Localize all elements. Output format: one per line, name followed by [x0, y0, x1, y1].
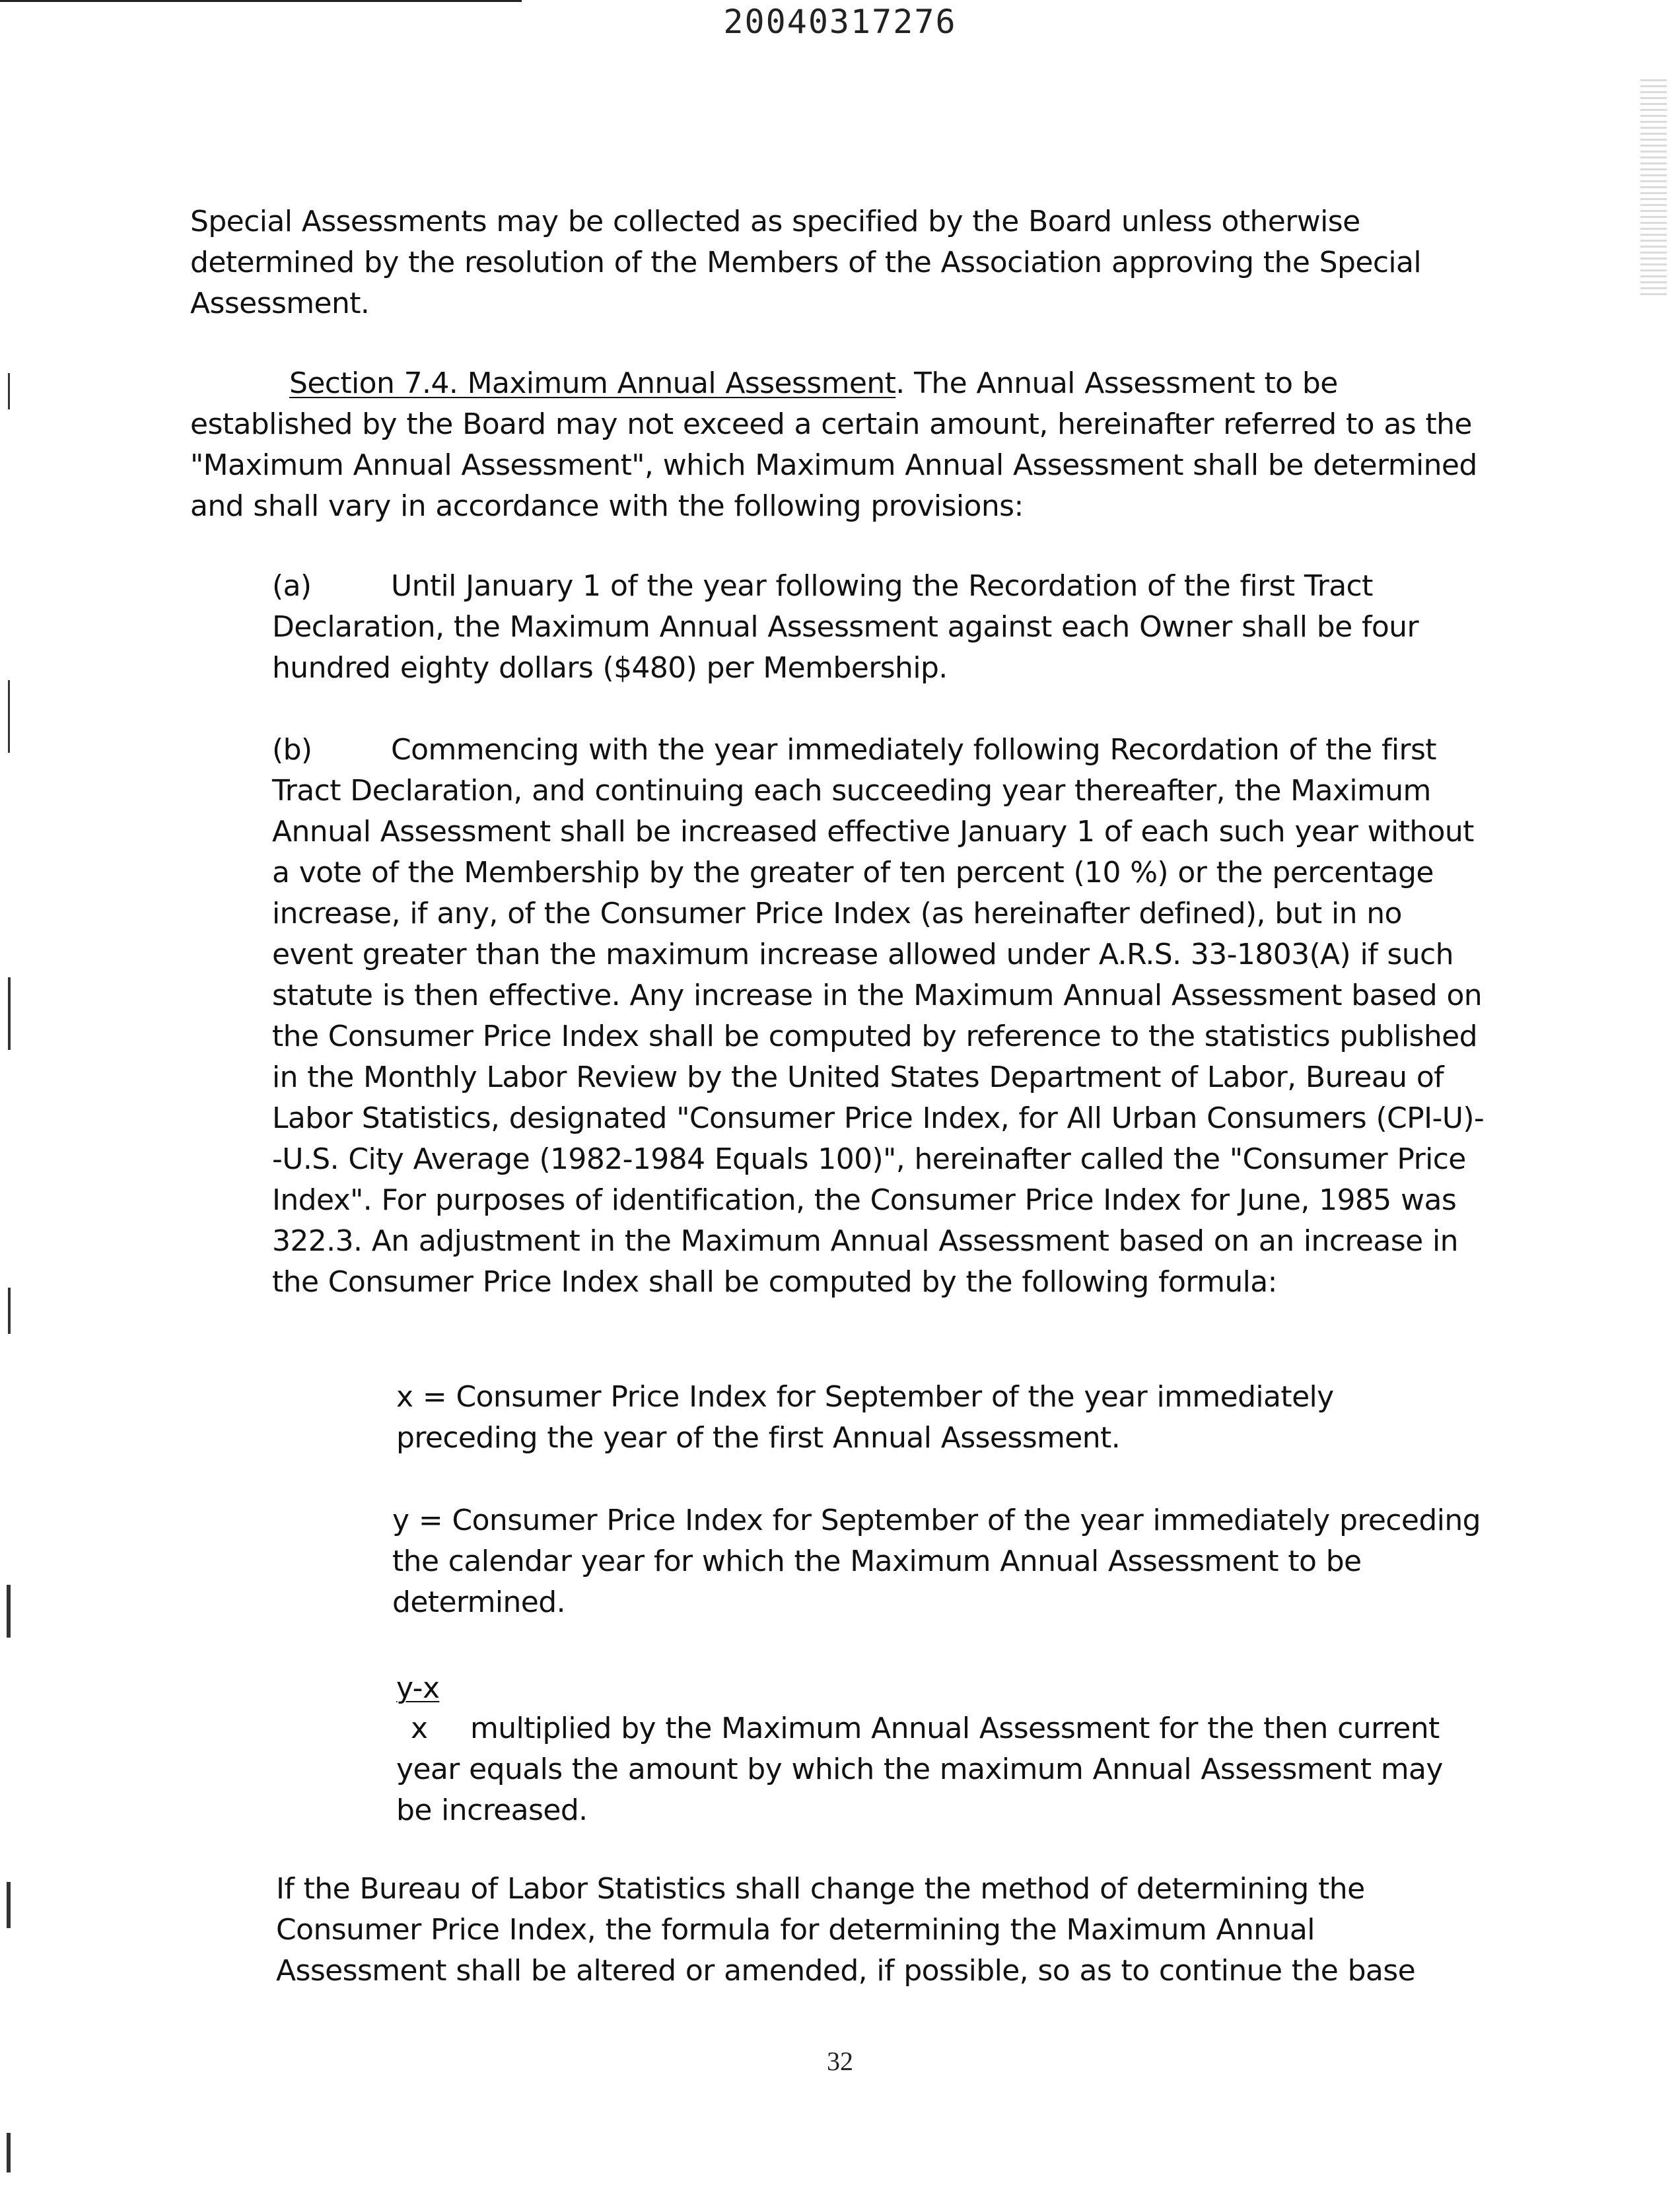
scan-artifact — [7, 1882, 11, 1928]
top-rule — [0, 0, 522, 2]
document-number: 20040317276 — [723, 3, 957, 41]
scan-artifact — [8, 1288, 11, 1334]
item-b-label: (b) — [272, 733, 312, 767]
formula-result-text: multiplied by the Maximum Annual Assessment for the then current year equals the amount by which the maximum Annual Assessment may be increased. — [396, 1712, 1443, 1827]
formula-numerator: y-x — [396, 1671, 440, 1705]
section-heading-period: . — [895, 366, 905, 400]
intro-paragraph: Special Assessments may be collected as specified by the Board unless otherwise determined by the resolution of the Members of the Association approving the Special Assessment. — [190, 205, 1422, 320]
closing-paragraph: If the Bureau of Labor Statistics shall change the method of determining the Consumer Price Index, the formula for determining the Maximum Annual Assessment shall be altered or amended, if possible, so as to continue the base — [276, 1872, 1416, 1988]
item-a-label: (a) — [272, 569, 312, 603]
formula-x-definition: x = Consumer Price Index for September of the year immediately preceding the year of the first Annual Assessment. — [396, 1380, 1334, 1455]
scan-artifact — [7, 2133, 11, 2172]
page-number: 32 — [827, 2046, 853, 2076]
scan-artifact — [8, 680, 10, 753]
section-body: The Annual Assessment to be established by the Board may not exceed a certain amount, hereinafter referred to as the "Maximum Annual Assessment", which Maximum Annual Assessment shall be determined and shall vary in accordance with the following provisions: — [190, 366, 1477, 523]
formula-y-definition: y = Consumer Price Index for September of the year immediately preceding the calendar year for which the Maximum Annual Assessment to be determined. — [392, 1504, 1481, 1619]
item-b-text: Commencing with the year immediately following Recordation of the first Tract Declaration, and continuing each succeeding year thereafter, the Maximum Annual Assessment shall be increased effective January 1 of each such year without a vote of the Membership by the greater of ten percent (10 %) or the percentage increase, if any, of the Consumer Price Index (as hereinafter defined), but in no event greater than the maximum increase allowed under A.R.S. 33-1803(A) if such statute is then effective. Any increase in the Maximum Annual Assessment based on the Consumer Price Index shall be computed by reference to the statistics published in the Monthly Labor Review by the United States Department of Labor, Bureau of Labor Statistics, designated "Consumer Price Index, for All Urban Consumers (CPI-U)--U.S. City Average (1982-1984 Equals 100)", hereinafter called the "Consumer Price Index". For purposes of identification, the Consumer Price Index for June, 1985 was 322.3. An adjustment in the Maximum Annual Assessment based on an increase in the Consumer Price Index shall be computed by the following formula: — [272, 733, 1485, 1299]
formula-denominator: x — [411, 1712, 428, 1745]
scan-artifact — [8, 977, 11, 1050]
section-heading: Section 7.4. Maximum Annual Assessment — [289, 366, 896, 400]
item-a — [272, 566, 1485, 689]
item-b — [272, 730, 1485, 1303]
section-paragraph — [190, 363, 1485, 527]
scan-artifact — [8, 373, 10, 409]
side-stamp — [1640, 79, 1667, 297]
item-a-text: Until January 1 of the year following the Recordation of the first Tract Declaration, the Maximum Annual Assessment against each Owner shall be four hundred eighty dollars ($480) per Membership. — [272, 569, 1418, 685]
formula-fraction — [396, 1669, 1486, 1831]
scan-artifact — [7, 1585, 11, 1638]
